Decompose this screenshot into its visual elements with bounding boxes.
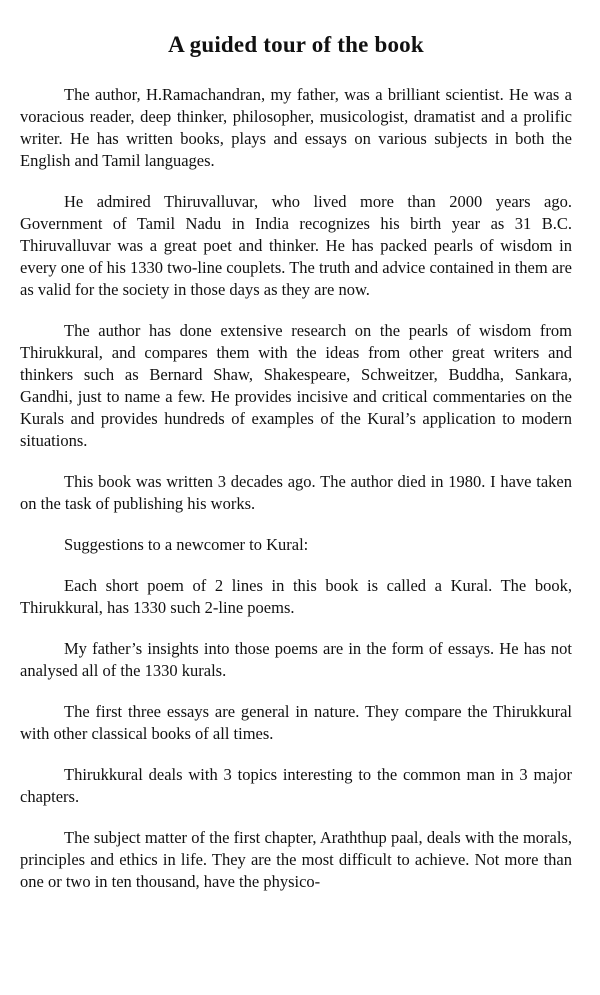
paragraph-kural-definition: Each short poem of 2 lines in this book is called a Kural. The book, Thirukkural, has 1330 such 2-line poems. [20,576,572,617]
paragraph-three-topics: Thirukkural deals with 3 topics interesting to the common man in 3 major chapters. [20,765,572,806]
paragraph-essays: My father’s insights into those poems are in the form of essays. He has not analysed all of the 1330 kurals. [20,639,572,680]
paragraph-suggestions-heading: Suggestions to a newcomer to Kural: [64,535,309,554]
page-title: A guided tour of the book [168,32,424,57]
paragraph-research: The author has done extensive research on the pearls of wisdom from Thirukkural, and compares them with the ideas from other great writers and thinkers such as Bernard Shaw, Shakespeare, Schweitzer, Buddha, Sankara, Gandhi, just to name a few. He provides incisive and critical commentaries on the Kurals and provides hundreds of examples of the Kural’s application to modern situations. [20,321,572,450]
paragraph-first-chapter: The subject matter of the first chapter, Araththup paal, deals with the morals, principles and ethics in life. They are the most difficult to achieve. Not more than one or two in ten thousand, have the physico- [20,828,572,891]
paragraph-author-intro: The author, H.Ramachandran, my father, was a brilliant scientist. He was a voracious reader, deep thinker, philosopher, musicologist, dramatist and a prolific writer. He has written books, plays and essays on various subjects in both the English and Tamil languages. [20,85,572,170]
paragraph-publishing: This book was written 3 decades ago. The author died in 1980. I have taken on the task of publishing his works. [20,472,572,513]
paragraph-thiruvalluvar: He admired Thiruvalluvar, who lived more than 2000 years ago. Government of Tamil Nadu in India recognizes his birth year as 31 B.C. Thiruvalluvar was a great poet and thinker. He has packed pearls of wisdom in every one of his 1330 two-line couplets. The truth and advice contained in them are as valid for the society in those days as they are now. [20,192,572,299]
paragraph-first-three-essays: The first three essays are general in nature. They compare the Thirukkural with other classical books of all times. [20,702,572,743]
